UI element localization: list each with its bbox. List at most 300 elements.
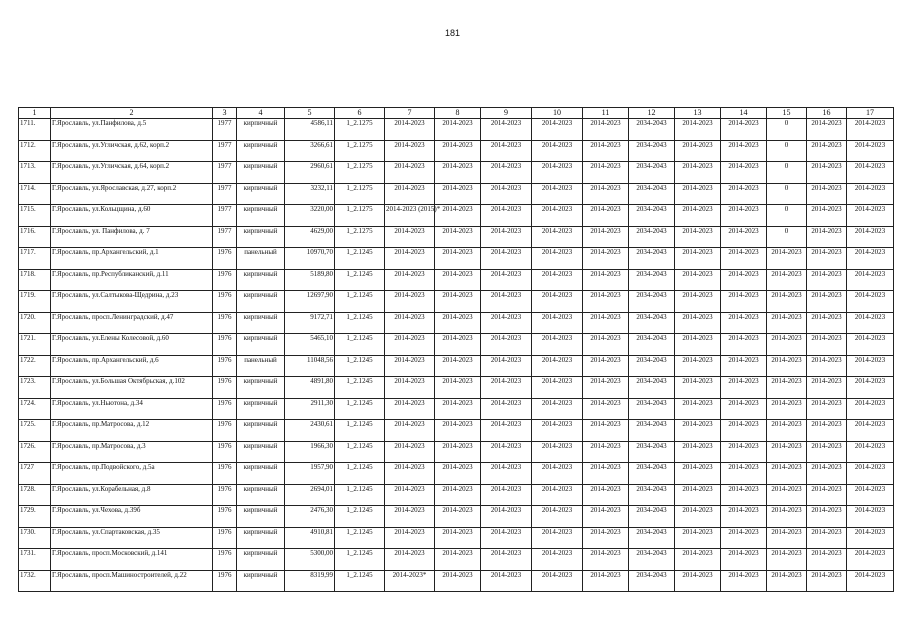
cell-period-col-13: 2014-2023 bbox=[675, 205, 721, 227]
cell-period-col-13: 2014-2023 bbox=[675, 549, 721, 571]
cell-period-col-9: 2014-2023 bbox=[481, 291, 532, 313]
cell-code: 1_2.1245 bbox=[335, 377, 385, 399]
cell-period-col-10: 2014-2023 bbox=[532, 334, 583, 356]
cell-period-col-13: 2014-2023 bbox=[675, 570, 721, 592]
cell-period-col-9: 2014-2023 bbox=[481, 269, 532, 291]
cell-wall-material: кирпичный bbox=[237, 377, 285, 399]
cell-period-col-17: 2014-2023 bbox=[847, 355, 894, 377]
cell-code: 1_2.1245 bbox=[335, 484, 385, 506]
cell-period-col-11: 2014-2023 bbox=[583, 463, 629, 485]
cell-code: 1_2.1245 bbox=[335, 312, 385, 334]
cell-period-col-15: 2014-2023 bbox=[767, 398, 807, 420]
cell-period-col-7: 2014-2023 bbox=[385, 226, 435, 248]
cell-period-col-14: 2014-2023 bbox=[721, 484, 767, 506]
cell-address: Г.Ярославль, ул.Угличская, д.64, корп.2 bbox=[51, 162, 213, 184]
cell-period-col-8: 2014-2023 bbox=[435, 140, 481, 162]
cell-period-col-11: 2014-2023 bbox=[583, 398, 629, 420]
cell-period-col-11: 2014-2023 bbox=[583, 205, 629, 227]
cell-year-built: 1976 bbox=[213, 312, 237, 334]
cell-period-col-13: 2014-2023 bbox=[675, 119, 721, 141]
cell-period-col-9: 2014-2023 bbox=[481, 506, 532, 528]
cell-period-col-11: 2014-2023 bbox=[583, 119, 629, 141]
cell-period-col-17: 2014-2023 bbox=[847, 463, 894, 485]
cell-period-col-12: 2034-2043 bbox=[629, 420, 675, 442]
cell-wall-material: кирпичный bbox=[237, 291, 285, 313]
cell-code: 1_2.1245 bbox=[335, 291, 385, 313]
cell-code: 1_2.1275 bbox=[335, 140, 385, 162]
cell-wall-material: кирпичный bbox=[237, 484, 285, 506]
cell-period-col-8: 2014-2023 bbox=[435, 248, 481, 270]
cell-period-col-7: 2014-2023 bbox=[385, 269, 435, 291]
cell-row-number: 1717. bbox=[19, 248, 51, 270]
cell-year-built: 1976 bbox=[213, 506, 237, 528]
cell-code: 1_2.1245 bbox=[335, 506, 385, 528]
cell-period-col-11: 2014-2023 bbox=[583, 377, 629, 399]
column-header-7: 7 bbox=[385, 108, 435, 119]
cell-code: 1_2.1245 bbox=[335, 355, 385, 377]
cell-row-number: 1726. bbox=[19, 441, 51, 463]
cell-period-col-10: 2014-2023 bbox=[532, 441, 583, 463]
cell-address: Г.Ярославль, пр.Архангельский, д.1 bbox=[51, 248, 213, 270]
cell-period-col-10: 2014-2023 bbox=[532, 420, 583, 442]
cell-code: 1_2.1245 bbox=[335, 527, 385, 549]
cell-period-col-7: 2014-2023 bbox=[385, 420, 435, 442]
cell-year-built: 1976 bbox=[213, 377, 237, 399]
cell-period-col-17: 2014-2023 bbox=[847, 334, 894, 356]
table-row bbox=[19, 355, 894, 377]
cell-period-col-13: 2014-2023 bbox=[675, 162, 721, 184]
cell-period-col-12: 2034-2043 bbox=[629, 484, 675, 506]
cell-period-col-13: 2014-2023 bbox=[675, 527, 721, 549]
cell-period-col-17: 2014-2023 bbox=[847, 312, 894, 334]
cell-row-number: 1730. bbox=[19, 527, 51, 549]
cell-address: Г.Ярославль, просп.Машиностроителей, д.22 bbox=[51, 570, 213, 592]
cell-wall-material: кирпичный bbox=[237, 334, 285, 356]
cell-period-col-16: 2014-2023 bbox=[807, 248, 847, 270]
cell-period-col-10: 2014-2023 bbox=[532, 291, 583, 313]
cell-period-col-15: 2014-2023 bbox=[767, 441, 807, 463]
cell-year-built: 1976 bbox=[213, 355, 237, 377]
cell-period-col-13: 2014-2023 bbox=[675, 312, 721, 334]
cell-period-col-10: 2014-2023 bbox=[532, 269, 583, 291]
table-row bbox=[19, 205, 894, 227]
cell-period-col-7: 2014-2023 bbox=[385, 377, 435, 399]
cell-period-col-9: 2014-2023 bbox=[481, 119, 532, 141]
cell-period-col-13: 2014-2023 bbox=[675, 269, 721, 291]
cell-period-col-16: 2014-2023 bbox=[807, 269, 847, 291]
cell-period-col-10: 2014-2023 bbox=[532, 248, 583, 270]
cell-row-number: 1731. bbox=[19, 549, 51, 571]
cell-period-col-8: 2014-2023 bbox=[435, 355, 481, 377]
cell-period-col-10: 2014-2023 bbox=[532, 463, 583, 485]
cell-address: Г.Ярославль, ул.Угличская, д.62, корп.2 bbox=[51, 140, 213, 162]
column-header-14: 14 bbox=[721, 108, 767, 119]
cell-period-col-8: 2014-2023 bbox=[435, 162, 481, 184]
cell-period-col-15: 2014-2023 bbox=[767, 420, 807, 442]
cell-period-col-17: 2014-2023 bbox=[847, 527, 894, 549]
cell-wall-material: панельный bbox=[237, 248, 285, 270]
cell-period-col-7: 2014-2023 bbox=[385, 291, 435, 313]
cell-period-col-17: 2014-2023 bbox=[847, 549, 894, 571]
cell-period-col-10: 2014-2023 bbox=[532, 398, 583, 420]
cell-period-col-12: 2034-2043 bbox=[629, 119, 675, 141]
cell-period-col-15: 2014-2023 bbox=[767, 269, 807, 291]
cell-code: 1_2.1275 bbox=[335, 205, 385, 227]
cell-period-col-9: 2014-2023 bbox=[481, 527, 532, 549]
table-row bbox=[19, 248, 894, 270]
cell-wall-material: кирпичный bbox=[237, 119, 285, 141]
cell-area: 5465,10 bbox=[285, 334, 335, 356]
cell-code: 1_2.1245 bbox=[335, 570, 385, 592]
cell-area: 2960,61 bbox=[285, 162, 335, 184]
cell-address: Г.Ярославль, просп.Ленинградский, д.47 bbox=[51, 312, 213, 334]
cell-wall-material: кирпичный bbox=[237, 205, 285, 227]
cell-period-col-14: 2014-2023 bbox=[721, 441, 767, 463]
cell-code: 1_2.1275 bbox=[335, 183, 385, 205]
cell-area: 8319,99 bbox=[285, 570, 335, 592]
cell-period-col-9: 2014-2023 bbox=[481, 183, 532, 205]
column-header-11: 11 bbox=[583, 108, 629, 119]
column-header-8: 8 bbox=[435, 108, 481, 119]
cell-period-col-16: 2014-2023 bbox=[807, 570, 847, 592]
cell-period-col-12: 2034-2043 bbox=[629, 398, 675, 420]
cell-period-col-16: 2014-2023 bbox=[807, 226, 847, 248]
cell-period-col-16: 2014-2023 bbox=[807, 312, 847, 334]
cell-year-built: 1976 bbox=[213, 484, 237, 506]
cell-period-col-13: 2014-2023 bbox=[675, 226, 721, 248]
cell-period-col-16: 2014-2023 bbox=[807, 463, 847, 485]
cell-period-col-8: 2014-2023 bbox=[435, 484, 481, 506]
cell-address: Г.Ярославль, ул.Кольцщина, д.60 bbox=[51, 205, 213, 227]
cell-year-built: 1976 bbox=[213, 549, 237, 571]
cell-row-number: 1714. bbox=[19, 183, 51, 205]
cell-period-col-12: 2034-2043 bbox=[629, 183, 675, 205]
cell-period-col-7: 2014-2023 (2015)* bbox=[385, 205, 435, 227]
cell-period-col-10: 2014-2023 bbox=[532, 355, 583, 377]
cell-wall-material: кирпичный bbox=[237, 226, 285, 248]
cell-period-col-9: 2014-2023 bbox=[481, 162, 532, 184]
cell-period-col-12: 2034-2043 bbox=[629, 140, 675, 162]
cell-period-col-8: 2014-2023 bbox=[435, 334, 481, 356]
cell-area: 3220,00 bbox=[285, 205, 335, 227]
cell-period-col-7: 2014-2023 bbox=[385, 527, 435, 549]
table-row bbox=[19, 140, 894, 162]
cell-period-col-10: 2014-2023 bbox=[532, 205, 583, 227]
column-header-16: 16 bbox=[807, 108, 847, 119]
cell-period-col-12: 2034-2043 bbox=[629, 162, 675, 184]
cell-period-col-11: 2014-2023 bbox=[583, 269, 629, 291]
cell-period-col-7: 2014-2023 bbox=[385, 355, 435, 377]
table-row bbox=[19, 119, 894, 141]
cell-year-built: 1977 bbox=[213, 205, 237, 227]
cell-period-col-14: 2014-2023 bbox=[721, 269, 767, 291]
cell-row-number: 1725. bbox=[19, 420, 51, 442]
cell-year-built: 1977 bbox=[213, 140, 237, 162]
cell-wall-material: панельный bbox=[237, 355, 285, 377]
cell-code: 1_2.1245 bbox=[335, 420, 385, 442]
cell-period-col-12: 2034-2043 bbox=[629, 248, 675, 270]
cell-year-built: 1977 bbox=[213, 119, 237, 141]
cell-period-col-8: 2014-2023 bbox=[435, 527, 481, 549]
cell-area: 4629,00 bbox=[285, 226, 335, 248]
cell-period-col-7: 2014-2023 bbox=[385, 248, 435, 270]
cell-period-col-15: 2014-2023 bbox=[767, 570, 807, 592]
cell-period-col-12: 2034-2043 bbox=[629, 463, 675, 485]
column-header-17: 17 bbox=[847, 108, 894, 119]
cell-period-col-7: 2014-2023 bbox=[385, 549, 435, 571]
cell-period-col-15: 2014-2023 bbox=[767, 334, 807, 356]
cell-period-col-16: 2014-2023 bbox=[807, 355, 847, 377]
cell-row-number: 1732. bbox=[19, 570, 51, 592]
cell-period-col-14: 2014-2023 bbox=[721, 549, 767, 571]
cell-period-col-16: 2014-2023 bbox=[807, 140, 847, 162]
cell-period-col-14: 2014-2023 bbox=[721, 183, 767, 205]
cell-address: Г.Ярославль, пр.Матросова, д.12 bbox=[51, 420, 213, 442]
cell-address: Г.Ярославль, просп.Московский, д.141 bbox=[51, 549, 213, 571]
cell-area: 4586,11 bbox=[285, 119, 335, 141]
table-row bbox=[19, 441, 894, 463]
cell-period-col-17: 2014-2023 bbox=[847, 570, 894, 592]
cell-period-col-17: 2014-2023 bbox=[847, 398, 894, 420]
cell-code: 1_2.1245 bbox=[335, 248, 385, 270]
housing-register-table bbox=[18, 107, 894, 592]
cell-period-col-10: 2014-2023 bbox=[532, 377, 583, 399]
cell-period-col-16: 2014-2023 bbox=[807, 420, 847, 442]
column-header-3: 3 bbox=[213, 108, 237, 119]
column-header-6: 6 bbox=[335, 108, 385, 119]
cell-year-built: 1976 bbox=[213, 291, 237, 313]
cell-row-number: 1712. bbox=[19, 140, 51, 162]
cell-period-col-15: 2014-2023 bbox=[767, 549, 807, 571]
cell-period-col-9: 2014-2023 bbox=[481, 355, 532, 377]
cell-period-col-15: 2014-2023 bbox=[767, 248, 807, 270]
cell-period-col-12: 2034-2043 bbox=[629, 312, 675, 334]
cell-row-number: 1716. bbox=[19, 226, 51, 248]
cell-period-col-13: 2014-2023 bbox=[675, 463, 721, 485]
cell-row-number: 1721. bbox=[19, 334, 51, 356]
table-row bbox=[19, 570, 894, 592]
cell-period-col-17: 2014-2023 bbox=[847, 441, 894, 463]
cell-period-col-13: 2014-2023 bbox=[675, 420, 721, 442]
cell-period-col-17: 2014-2023 bbox=[847, 291, 894, 313]
cell-area: 1966,30 bbox=[285, 441, 335, 463]
cell-period-col-12: 2034-2043 bbox=[629, 549, 675, 571]
cell-period-col-11: 2014-2023 bbox=[583, 441, 629, 463]
cell-period-col-17: 2014-2023 bbox=[847, 205, 894, 227]
cell-period-col-15: 0 bbox=[767, 162, 807, 184]
cell-period-col-12: 2034-2043 bbox=[629, 506, 675, 528]
cell-period-col-11: 2014-2023 bbox=[583, 248, 629, 270]
cell-wall-material: кирпичный bbox=[237, 420, 285, 442]
cell-year-built: 1976 bbox=[213, 269, 237, 291]
cell-period-col-8: 2014-2023 bbox=[435, 205, 481, 227]
column-header-2: 2 bbox=[51, 108, 213, 119]
cell-area: 4910,81 bbox=[285, 527, 335, 549]
cell-year-built: 1976 bbox=[213, 398, 237, 420]
cell-period-col-14: 2014-2023 bbox=[721, 398, 767, 420]
cell-period-col-15: 2014-2023 bbox=[767, 355, 807, 377]
column-header-9: 9 bbox=[481, 108, 532, 119]
cell-period-col-10: 2014-2023 bbox=[532, 527, 583, 549]
table-row bbox=[19, 377, 894, 399]
cell-period-col-7: 2014-2023 bbox=[385, 334, 435, 356]
cell-period-col-8: 2014-2023 bbox=[435, 377, 481, 399]
cell-year-built: 1976 bbox=[213, 420, 237, 442]
cell-area: 10970,70 bbox=[285, 248, 335, 270]
cell-code: 1_2.1245 bbox=[335, 269, 385, 291]
cell-period-col-15: 2014-2023 bbox=[767, 527, 807, 549]
cell-period-col-10: 2014-2023 bbox=[532, 183, 583, 205]
cell-wall-material: кирпичный bbox=[237, 441, 285, 463]
cell-period-col-7: 2014-2023 bbox=[385, 441, 435, 463]
cell-year-built: 1977 bbox=[213, 162, 237, 184]
cell-period-col-12: 2034-2043 bbox=[629, 570, 675, 592]
cell-period-col-17: 2014-2023 bbox=[847, 183, 894, 205]
cell-area: 2911,30 bbox=[285, 398, 335, 420]
cell-period-col-8: 2014-2023 bbox=[435, 463, 481, 485]
cell-period-col-14: 2014-2023 bbox=[721, 377, 767, 399]
cell-wall-material: кирпичный bbox=[237, 463, 285, 485]
cell-period-col-8: 2014-2023 bbox=[435, 398, 481, 420]
cell-period-col-7: 2014-2023 bbox=[385, 119, 435, 141]
cell-wall-material: кирпичный bbox=[237, 549, 285, 571]
cell-code: 1_2.1245 bbox=[335, 398, 385, 420]
cell-period-col-11: 2014-2023 bbox=[583, 334, 629, 356]
cell-period-col-11: 2014-2023 bbox=[583, 484, 629, 506]
cell-period-col-17: 2014-2023 bbox=[847, 248, 894, 270]
cell-area: 1957,90 bbox=[285, 463, 335, 485]
cell-period-col-12: 2034-2043 bbox=[629, 269, 675, 291]
cell-period-col-13: 2014-2023 bbox=[675, 140, 721, 162]
cell-year-built: 1976 bbox=[213, 527, 237, 549]
cell-period-col-16: 2014-2023 bbox=[807, 441, 847, 463]
cell-address: Г.Ярославль, пр.Матросова, д.3 bbox=[51, 441, 213, 463]
cell-area: 2694,01 bbox=[285, 484, 335, 506]
cell-period-col-8: 2014-2023 bbox=[435, 570, 481, 592]
cell-period-col-9: 2014-2023 bbox=[481, 140, 532, 162]
cell-area: 3266,61 bbox=[285, 140, 335, 162]
cell-area: 5300,00 bbox=[285, 549, 335, 571]
cell-row-number: 1713. bbox=[19, 162, 51, 184]
table-row bbox=[19, 506, 894, 528]
cell-code: 1_2.1245 bbox=[335, 463, 385, 485]
cell-period-col-8: 2014-2023 bbox=[435, 226, 481, 248]
cell-row-number: 1720. bbox=[19, 312, 51, 334]
cell-period-col-14: 2014-2023 bbox=[721, 248, 767, 270]
cell-period-col-12: 2034-2043 bbox=[629, 205, 675, 227]
cell-address: Г.Ярославль, ул.Большая Октябрьская, д.102 bbox=[51, 377, 213, 399]
cell-address: Г.Ярославль, ул.Корабельная, д.8 bbox=[51, 484, 213, 506]
cell-period-col-12: 2034-2043 bbox=[629, 334, 675, 356]
cell-period-col-13: 2014-2023 bbox=[675, 355, 721, 377]
cell-period-col-9: 2014-2023 bbox=[481, 226, 532, 248]
cell-period-col-15: 0 bbox=[767, 119, 807, 141]
cell-period-col-8: 2014-2023 bbox=[435, 312, 481, 334]
cell-period-col-11: 2014-2023 bbox=[583, 549, 629, 571]
cell-period-col-8: 2014-2023 bbox=[435, 269, 481, 291]
cell-area: 2476,30 bbox=[285, 506, 335, 528]
cell-period-col-10: 2014-2023 bbox=[532, 119, 583, 141]
cell-period-col-11: 2014-2023 bbox=[583, 355, 629, 377]
table-row bbox=[19, 527, 894, 549]
cell-row-number: 1715. bbox=[19, 205, 51, 227]
cell-code: 1_2.1275 bbox=[335, 226, 385, 248]
cell-period-col-8: 2014-2023 bbox=[435, 420, 481, 442]
cell-period-col-9: 2014-2023 bbox=[481, 312, 532, 334]
cell-period-col-9: 2014-2023 bbox=[481, 248, 532, 270]
cell-code: 1_2.1245 bbox=[335, 441, 385, 463]
cell-period-col-16: 2014-2023 bbox=[807, 119, 847, 141]
cell-period-col-13: 2014-2023 bbox=[675, 183, 721, 205]
cell-code: 1_2.1245 bbox=[335, 549, 385, 571]
cell-period-col-14: 2014-2023 bbox=[721, 355, 767, 377]
cell-address: Г.Ярославль, пр.Республиканский, д.11 bbox=[51, 269, 213, 291]
cell-period-col-15: 0 bbox=[767, 226, 807, 248]
cell-year-built: 1976 bbox=[213, 570, 237, 592]
column-header-1: 1 bbox=[19, 108, 51, 119]
cell-area: 5189,80 bbox=[285, 269, 335, 291]
cell-period-col-16: 2014-2023 bbox=[807, 484, 847, 506]
cell-period-col-13: 2014-2023 bbox=[675, 377, 721, 399]
table-row bbox=[19, 463, 894, 485]
cell-code: 1_2.1275 bbox=[335, 162, 385, 184]
cell-period-col-16: 2014-2023 bbox=[807, 162, 847, 184]
cell-period-col-14: 2014-2023 bbox=[721, 119, 767, 141]
cell-period-col-15: 0 bbox=[767, 205, 807, 227]
cell-year-built: 1976 bbox=[213, 441, 237, 463]
cell-area: 2430,61 bbox=[285, 420, 335, 442]
cell-period-col-8: 2014-2023 bbox=[435, 291, 481, 313]
cell-area: 9172,71 bbox=[285, 312, 335, 334]
cell-period-col-15: 2014-2023 bbox=[767, 291, 807, 313]
cell-period-col-12: 2034-2043 bbox=[629, 377, 675, 399]
cell-period-col-11: 2014-2023 bbox=[583, 420, 629, 442]
cell-period-col-14: 2014-2023 bbox=[721, 420, 767, 442]
cell-area: 3232,11 bbox=[285, 183, 335, 205]
cell-period-col-16: 2014-2023 bbox=[807, 549, 847, 571]
cell-period-col-15: 2014-2023 bbox=[767, 377, 807, 399]
cell-year-built: 1976 bbox=[213, 463, 237, 485]
column-header-15: 15 bbox=[767, 108, 807, 119]
cell-period-col-9: 2014-2023 bbox=[481, 484, 532, 506]
cell-period-col-7: 2014-2023 bbox=[385, 398, 435, 420]
cell-period-col-9: 2014-2023 bbox=[481, 549, 532, 571]
cell-period-col-11: 2014-2023 bbox=[583, 312, 629, 334]
cell-period-col-17: 2014-2023 bbox=[847, 269, 894, 291]
cell-wall-material: кирпичный bbox=[237, 312, 285, 334]
cell-address: Г.Ярославль, ул.Чехова, д.39б bbox=[51, 506, 213, 528]
cell-period-col-15: 0 bbox=[767, 140, 807, 162]
cell-address: Г.Ярославль, ул.Спартаковская, д.35 bbox=[51, 527, 213, 549]
cell-period-col-7: 2014-2023 bbox=[385, 463, 435, 485]
cell-row-number: 1727 bbox=[19, 463, 51, 485]
cell-period-col-13: 2014-2023 bbox=[675, 248, 721, 270]
table-row bbox=[19, 269, 894, 291]
cell-period-col-8: 2014-2023 bbox=[435, 549, 481, 571]
column-number-row bbox=[19, 108, 894, 119]
cell-period-col-14: 2014-2023 bbox=[721, 570, 767, 592]
cell-wall-material: кирпичный bbox=[237, 162, 285, 184]
cell-period-col-9: 2014-2023 bbox=[481, 463, 532, 485]
cell-period-col-17: 2014-2023 bbox=[847, 506, 894, 528]
cell-code: 1_2.1245 bbox=[335, 334, 385, 356]
cell-address: Г.Ярославль, ул.Елены Колесовой, д.60 bbox=[51, 334, 213, 356]
cell-period-col-13: 2014-2023 bbox=[675, 398, 721, 420]
cell-period-col-8: 2014-2023 bbox=[435, 506, 481, 528]
cell-area: 4891,80 bbox=[285, 377, 335, 399]
cell-period-col-14: 2014-2023 bbox=[721, 527, 767, 549]
cell-period-col-14: 2014-2023 bbox=[721, 205, 767, 227]
